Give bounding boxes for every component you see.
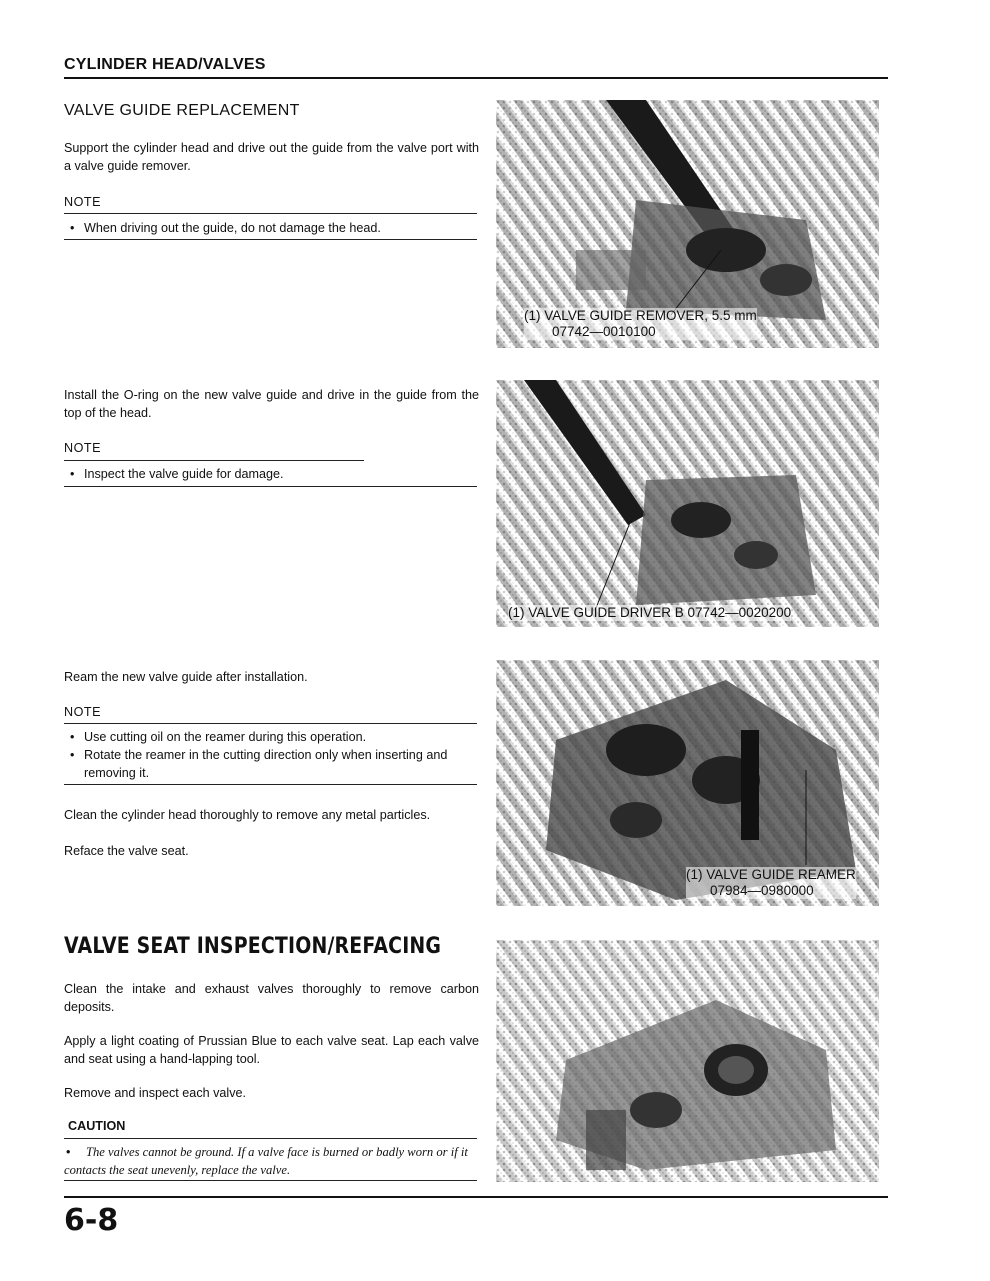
figure1-callout-line2: 07742—0010100: [552, 324, 656, 339]
header-rule: [64, 77, 888, 79]
figure-valve-guide-driver-photo: [496, 380, 879, 627]
step4-text-line2: Reface the valve seat.: [64, 844, 189, 858]
note-rule-bottom: [64, 239, 477, 240]
step4-text-line1: Clean the cylinder head thoroughly to remove any metal particles.: [64, 808, 431, 822]
figure1-callout-line1: (1) VALVE GUIDE REMOVER, 5.5 mm: [524, 308, 757, 323]
figure3-callout: [686, 867, 856, 899]
caution-bullet: [64, 1143, 478, 1179]
note-rule-bottom: [64, 486, 477, 487]
note-rule-top: [64, 723, 477, 724]
step2-note-label: NOTE: [64, 441, 101, 455]
figure1-callout: [524, 308, 757, 340]
page-number: 6-8: [64, 1203, 119, 1238]
note-rule-bottom: [64, 784, 477, 785]
section-header: CYLINDER HEAD/VALVES: [64, 56, 266, 73]
section2-para2: Apply a light coating of Prussian Blue to each valve seat. Lap each valve and seat using a hand-lapping tool.: [64, 1034, 479, 1066]
footer-rule: [64, 1196, 888, 1198]
section2-para3: Remove and inspect each valve.: [64, 1086, 247, 1100]
figure2-callout-line1: (1) VALVE GUIDE DRIVER B 07742—0020200: [508, 605, 792, 620]
figure-valve-guide-reamer-photo: [496, 660, 879, 906]
figure-valve-seat-photo: [496, 940, 879, 1182]
figure3-callout-line1: (1) VALVE GUIDE REAMER: [686, 867, 856, 882]
section-title-valve-guide-replacement: VALVE GUIDE REPLACEMENT: [64, 102, 300, 119]
bullet-glyph: •: [66, 1145, 71, 1159]
note-rule-top: [64, 213, 477, 214]
caution-rule-bottom: [64, 1180, 477, 1181]
figure-valve-guide-remover-photo: [496, 100, 879, 348]
step2-note-bullet: • Inspect the valve guide for damage.: [64, 465, 482, 483]
step3-text: Ream the new valve guide after installation.: [64, 670, 308, 684]
step3-note-bullet-2: • Rotate the reamer in the cutting direction only when inserting and removing it.: [64, 746, 482, 782]
step1-note-label: NOTE: [64, 195, 101, 209]
step3-note-label: NOTE: [64, 705, 101, 719]
step2-text: Install the O-ring on the new valve guide and drive in the guide from the top of the head.: [64, 388, 479, 420]
step3-note-bullet-1: • Use cutting oil on the reamer during this operation.: [64, 728, 482, 746]
note-rule-top: [64, 460, 364, 461]
figure2-callout: [508, 605, 791, 621]
figure3-callout-line2: 07984—0980000: [710, 883, 814, 898]
caution-text: The valves cannot be ground. If a valve face is burned or badly worn or if it contacts the seat unevenly, replace the valve.: [64, 1145, 468, 1177]
step1-note-bullet: • When driving out the guide, do not damage the head.: [64, 219, 482, 237]
step1-text: Support the cylinder head and drive out the guide from the valve port with a valve guide remover.: [64, 141, 479, 173]
caution-rule-top: [64, 1138, 477, 1139]
section-title-valve-seat-inspection: VALVE SEAT INSPECTION/REFACING: [64, 934, 442, 959]
section2-para1: Clean the intake and exhaust valves thoroughly to remove carbon deposits.: [64, 982, 479, 1014]
caution-label: CAUTION: [68, 1119, 126, 1133]
